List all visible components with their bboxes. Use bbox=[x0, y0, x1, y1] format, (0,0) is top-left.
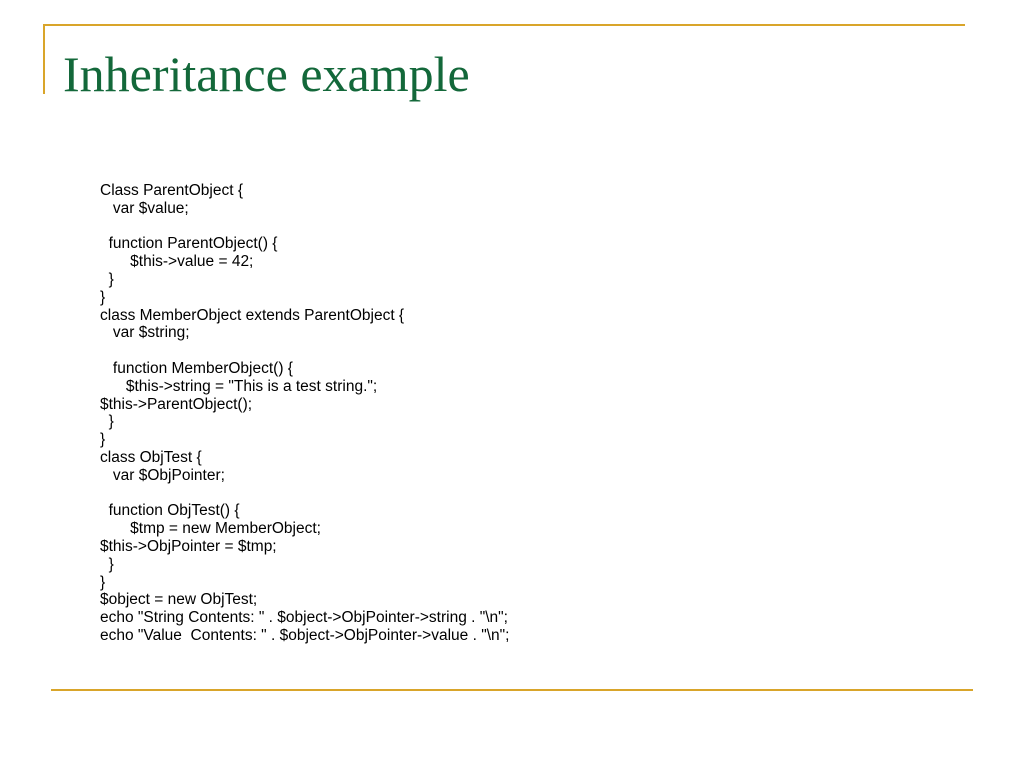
top-border-line bbox=[43, 24, 965, 26]
slide-title: Inheritance example bbox=[63, 46, 470, 102]
left-border-line bbox=[43, 24, 45, 94]
code-block: Class ParentObject { var $value; function ParentObject() { $this->value = 42; } } class MemberObject extends ParentObject { var $string; function MemberObject() { $this->string = "This is a test string."; $this->ParentObject(); } } class ObjTest { var $ObjPointer; function ObjTest() { $tmp = new MemberObject; $this->ObjPointer = $tmp; } } $object = new ObjTest; echo "String Contents: " . $object->ObjPointer->string . "\n"; echo "Value Contents: " . $object->ObjPointer->value . "\n"; bbox=[100, 182, 510, 644]
bottom-border-line bbox=[51, 689, 973, 691]
